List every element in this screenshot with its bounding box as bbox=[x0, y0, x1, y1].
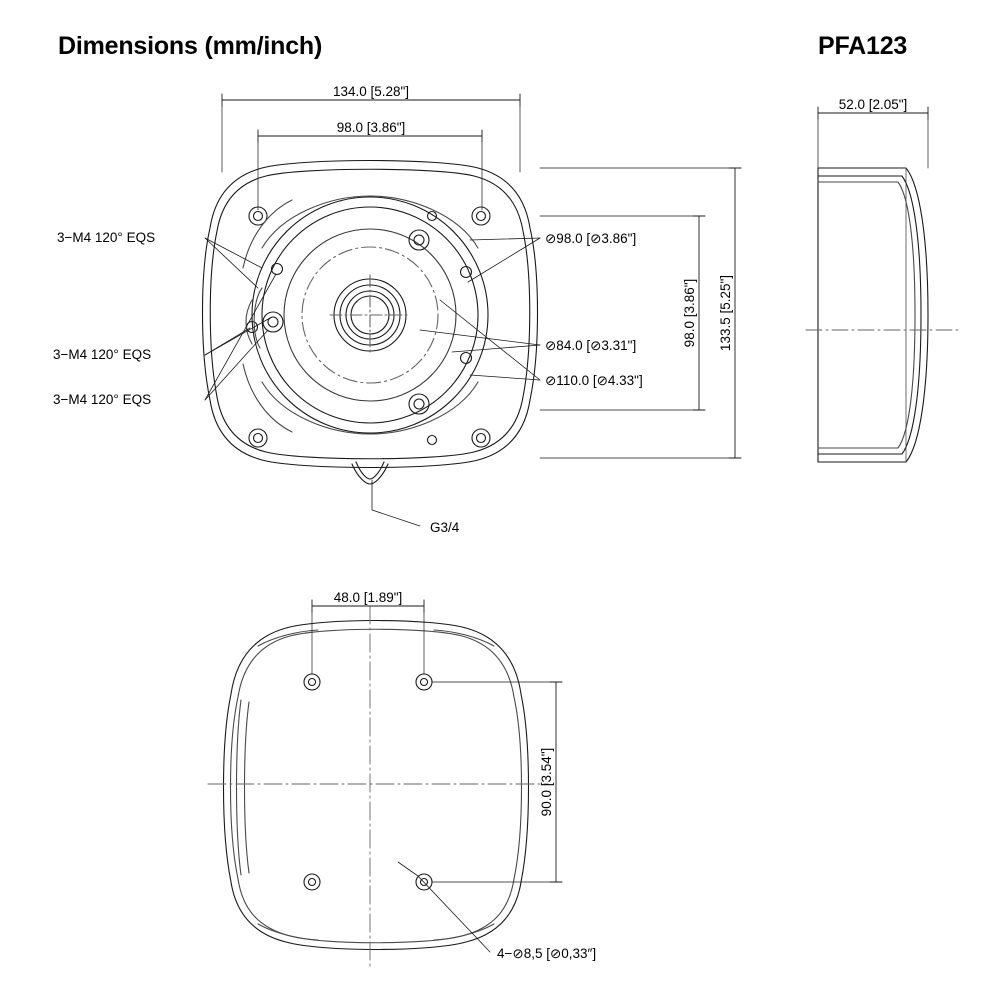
label-outer-height: 133.5 [5.25"] bbox=[718, 274, 733, 352]
side-view-dimensions bbox=[818, 107, 928, 168]
label-m4-callout-1: 3−M4 120° EQS bbox=[57, 230, 156, 245]
label-circle-84: ⊘84.0 [⊘3.31"] bbox=[545, 338, 637, 353]
label-hole-spacing-y: 90.0 [3.54"] bbox=[539, 747, 554, 817]
page-title: Dimensions (mm/inch) bbox=[58, 32, 323, 60]
label-inner-width: 98.0 [3.86"] bbox=[336, 120, 406, 135]
label-inner-height: 98.0 [3.86"] bbox=[682, 278, 697, 348]
back-view-dimensions bbox=[312, 600, 562, 952]
label-m4-callout-2: 3−M4 120° EQS bbox=[53, 347, 152, 362]
label-side-depth: 52.0 [2.05"] bbox=[838, 97, 908, 112]
model-code: PFA123 bbox=[818, 32, 908, 60]
label-m4-callout-3: 3−M4 120° EQS bbox=[53, 392, 152, 407]
label-hole-spacing-x: 48.0 [1.89"] bbox=[333, 590, 403, 605]
front-view-body bbox=[203, 161, 538, 485]
label-hole-spec: 4−⊘8,5 [⊘0,33″] bbox=[497, 946, 597, 961]
back-view-body bbox=[208, 606, 548, 966]
label-circle-98: ⊘98.0 [⊘3.86"] bbox=[545, 231, 637, 246]
label-thread-g34: G3/4 bbox=[430, 520, 460, 535]
dimension-labels bbox=[53, 84, 907, 961]
side-view-body bbox=[806, 168, 960, 462]
label-outer-width: 134.0 [5.28"] bbox=[332, 84, 410, 99]
label-circle-110: ⊘110.0 [⊘4.33"] bbox=[545, 373, 643, 388]
